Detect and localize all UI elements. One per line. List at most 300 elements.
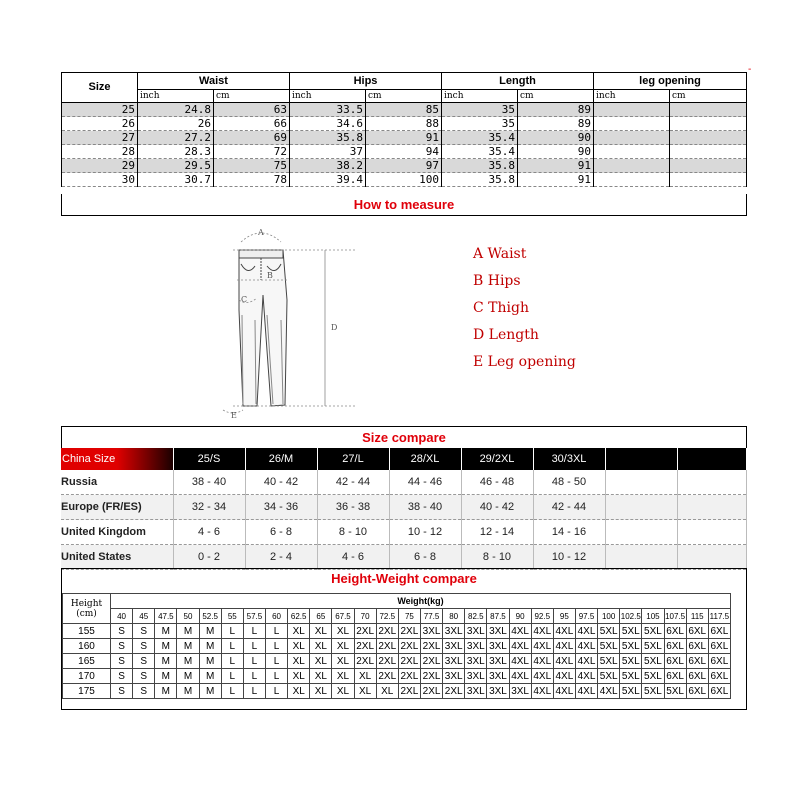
size-value-cell: L (265, 669, 287, 684)
measure-legend (473, 246, 576, 381)
weight-cell: 92.5 (531, 609, 553, 624)
measure-cell (594, 159, 670, 173)
measure-cell: 34.6 (290, 117, 366, 131)
compare-cell: 48 - 50 (533, 470, 605, 495)
size-value-cell: XL (310, 654, 332, 669)
weight-cell: 70 (354, 609, 376, 624)
size-value-cell: XL (376, 684, 398, 699)
measure-cell: 66 (214, 117, 290, 131)
size-value-cell: 6XL (686, 669, 708, 684)
unit-cm: cm (518, 90, 594, 103)
compare-cell: 38 - 40 (389, 495, 461, 520)
weight-cell: 107.5 (664, 609, 686, 624)
height-row (63, 684, 731, 699)
size-value-cell: 3XL (487, 654, 509, 669)
measure-cell: 85 (366, 103, 442, 117)
size-value-cell: 2XL (443, 684, 465, 699)
size-value-cell: M (155, 669, 177, 684)
measure-cell (670, 159, 747, 173)
compare-cell: 8 - 10 (317, 520, 389, 545)
china-size-cell: 29/2XL (461, 448, 533, 470)
weight-cell: 55 (221, 609, 243, 624)
weight-cell: 75 (398, 609, 420, 624)
compare-cell (605, 495, 677, 520)
size-value-cell: 4XL (531, 654, 553, 669)
compare-cell: 46 - 48 (461, 470, 533, 495)
compare-cell: 8 - 10 (461, 545, 533, 570)
size-value-cell: XL (288, 684, 310, 699)
country-label: Europe (FR/ES) (61, 495, 173, 520)
size-value-cell: 3XL (487, 669, 509, 684)
height-cell: 165 (63, 654, 111, 669)
size-value-cell: 3XL (420, 624, 442, 639)
compare-cell (677, 495, 746, 520)
height-cell: 160 (63, 639, 111, 654)
size-value-cell: 3XL (443, 669, 465, 684)
weight-cell: 87.5 (487, 609, 509, 624)
compare-cell (605, 545, 677, 570)
height-row (63, 654, 731, 669)
cm-label-text: (cm) (76, 608, 97, 619)
size-value-cell: 2XL (354, 654, 376, 669)
size-value-cell: 5XL (642, 684, 664, 699)
size-value-cell: S (111, 654, 133, 669)
size-row (62, 145, 747, 159)
compare-row (61, 520, 746, 545)
size-cell: 25 (62, 103, 138, 117)
compare-cell: 36 - 38 (317, 495, 389, 520)
size-value-cell: 5XL (598, 639, 620, 654)
size-value-cell: 6XL (686, 654, 708, 669)
measure-cell: 100 (366, 173, 442, 187)
measure-cell (594, 103, 670, 117)
weight-cell: 97.5 (575, 609, 597, 624)
height-cell: 155 (63, 624, 111, 639)
legend-hips: B Hips (473, 273, 521, 289)
compare-cell (605, 520, 677, 545)
size-value-cell: 4XL (553, 669, 575, 684)
size-value-cell: 5XL (642, 639, 664, 654)
size-value-cell: 4XL (509, 624, 531, 639)
size-value-cell: 3XL (465, 654, 487, 669)
compare-cell (605, 470, 677, 495)
compare-cell: 10 - 12 (389, 520, 461, 545)
size-value-cell: 4XL (509, 669, 531, 684)
weight-cell: 82.5 (465, 609, 487, 624)
measure-cell: 88 (366, 117, 442, 131)
weight-cell: 100 (598, 609, 620, 624)
compare-cell: 44 - 46 (389, 470, 461, 495)
weight-cell: 80 (443, 609, 465, 624)
size-value-cell: 5XL (642, 654, 664, 669)
size-value-cell: 2XL (354, 624, 376, 639)
size-value-cell: S (133, 654, 155, 669)
size-value-cell: S (133, 684, 155, 699)
compare-cell: 34 - 36 (245, 495, 317, 520)
size-value-cell: L (221, 624, 243, 639)
china-size-cell: 28/XL (389, 448, 461, 470)
size-value-cell: M (177, 639, 199, 654)
size-value-cell: 2XL (420, 684, 442, 699)
size-value-cell: L (243, 654, 265, 669)
measure-cell: 90 (518, 131, 594, 145)
size-value-cell: 5XL (620, 639, 642, 654)
size-value-cell: L (221, 639, 243, 654)
size-value-cell: M (199, 639, 221, 654)
compare-row (61, 545, 746, 570)
size-value-cell: M (155, 624, 177, 639)
size-value-cell: 5XL (620, 669, 642, 684)
weight-cell: 95 (553, 609, 575, 624)
measure-cell: 72 (214, 145, 290, 159)
size-value-cell: 4XL (531, 639, 553, 654)
size-value-cell: L (243, 684, 265, 699)
measure-cell: 94 (366, 145, 442, 159)
size-value-cell: 6XL (708, 624, 730, 639)
unit-inch: inch (138, 90, 214, 103)
size-value-cell: XL (354, 684, 376, 699)
weight-cell: 67.5 (332, 609, 354, 624)
size-value-cell: 6XL (708, 654, 730, 669)
weight-cell: 47.5 (155, 609, 177, 624)
measure-cell: 75 (214, 159, 290, 173)
measure-cell (594, 145, 670, 159)
size-value-cell: 4XL (553, 624, 575, 639)
measure-cell: 38.2 (290, 159, 366, 173)
weight-cell: 65 (310, 609, 332, 624)
measure-cell: 30.7 (138, 173, 214, 187)
china-size-cell (677, 448, 746, 470)
country-label: United Kingdom (61, 520, 173, 545)
size-compare-title: Size compare (61, 426, 747, 449)
letter-c: C (241, 295, 248, 304)
size-value-cell: 2XL (420, 639, 442, 654)
size-cell: 28 (62, 145, 138, 159)
height-weight-section (61, 568, 747, 710)
measure-cell: 26 (138, 117, 214, 131)
weight-cell: 105 (642, 609, 664, 624)
legend-thigh: C Thigh (473, 300, 529, 316)
weight-cell: 72.5 (376, 609, 398, 624)
compare-cell: 2 - 4 (245, 545, 317, 570)
compare-cell: 14 - 16 (533, 520, 605, 545)
measure-cell: 90 (518, 145, 594, 159)
size-value-cell: 5XL (642, 624, 664, 639)
size-value-cell: 2XL (376, 624, 398, 639)
compare-cell: 6 - 8 (389, 545, 461, 570)
country-label: United States (61, 545, 173, 570)
size-value-cell: L (265, 684, 287, 699)
size-value-cell: 6XL (664, 669, 686, 684)
measure-cell: 63 (214, 103, 290, 117)
size-value-cell: 4XL (553, 654, 575, 669)
size-value-cell: 2XL (420, 669, 442, 684)
size-value-cell: S (133, 639, 155, 654)
leg-opening-header: leg opening (594, 73, 747, 90)
weight-cell: 90 (509, 609, 531, 624)
size-value-cell: 2XL (398, 654, 420, 669)
size-value-cell: L (243, 624, 265, 639)
weight-cell: 62.5 (288, 609, 310, 624)
size-cell: 29 (62, 159, 138, 173)
height-row (63, 624, 731, 639)
height-label-text: Height (70, 598, 103, 609)
unit-inch: inch (290, 90, 366, 103)
measure-cell (670, 145, 747, 159)
size-value-cell: M (199, 654, 221, 669)
measure-cell (594, 173, 670, 187)
size-value-cell: 3XL (465, 624, 487, 639)
measure-cell: 35.8 (290, 131, 366, 145)
size-value-cell: 4XL (575, 654, 597, 669)
compare-cell: 32 - 34 (173, 495, 245, 520)
size-value-cell: 4XL (531, 624, 553, 639)
china-size-label: China Size (61, 448, 173, 470)
size-value-cell: 3XL (465, 684, 487, 699)
size-value-cell: L (265, 654, 287, 669)
size-value-cell: 4XL (575, 684, 597, 699)
weight-cell: 50 (177, 609, 199, 624)
unit-inch: inch (594, 90, 670, 103)
size-value-cell: 5XL (598, 669, 620, 684)
size-value-cell: 6XL (708, 639, 730, 654)
unit-inch: inch (442, 90, 518, 103)
weight-cell: 117.5 (708, 609, 730, 624)
size-value-cell: 3XL (465, 639, 487, 654)
legend-waist: A Waist (473, 246, 527, 262)
size-value-cell: S (111, 639, 133, 654)
letter-a: A (258, 228, 264, 237)
measure-cell: 91 (518, 159, 594, 173)
compare-cell: 10 - 12 (533, 545, 605, 570)
measure-cell: 91 (366, 131, 442, 145)
size-value-cell: 3XL (487, 624, 509, 639)
country-label: Russia (61, 470, 173, 495)
measure-cell (670, 131, 747, 145)
weight-values-row (63, 609, 731, 624)
compare-cell: 40 - 42 (461, 495, 533, 520)
size-value-cell: M (177, 624, 199, 639)
size-row (62, 173, 747, 187)
size-value-cell: 2XL (398, 684, 420, 699)
size-value-cell: XL (332, 684, 354, 699)
size-value-cell: M (199, 684, 221, 699)
jeans-measure-diagram (215, 220, 365, 420)
size-value-cell: L (265, 624, 287, 639)
measure-cell (670, 117, 747, 131)
waist-header: Waist (138, 73, 290, 90)
measure-cell: 37 (290, 145, 366, 159)
size-value-cell: XL (332, 624, 354, 639)
compare-row (61, 470, 746, 495)
size-value-cell: L (243, 669, 265, 684)
measure-cell: 28.3 (138, 145, 214, 159)
size-value-cell: S (111, 684, 133, 699)
size-value-cell: 6XL (686, 684, 708, 699)
size-value-cell: 5XL (598, 654, 620, 669)
size-value-cell: L (221, 669, 243, 684)
weight-cell: 115 (686, 609, 708, 624)
measure-cell: 35 (442, 117, 518, 131)
compare-row (61, 495, 746, 520)
weight-cell: 60 (265, 609, 287, 624)
measure-cell: 35.4 (442, 145, 518, 159)
size-value-cell: XL (310, 639, 332, 654)
measure-cell: 35 (442, 103, 518, 117)
height-cell: 175 (63, 684, 111, 699)
letter-b: B (267, 271, 273, 280)
height-label (63, 594, 111, 624)
size-value-cell: 4XL (575, 624, 597, 639)
size-value-cell: 3XL (509, 684, 531, 699)
size-value-cell: L (243, 639, 265, 654)
compare-cell: 38 - 40 (173, 470, 245, 495)
measure-cell: 24.8 (138, 103, 214, 117)
china-size-cell: 30/3XL (533, 448, 605, 470)
measure-cell: 35.8 (442, 159, 518, 173)
weight-cell: 40 (111, 609, 133, 624)
size-value-cell: L (221, 684, 243, 699)
size-value-cell: 5XL (664, 684, 686, 699)
compare-cell: 4 - 6 (173, 520, 245, 545)
size-value-cell: 2XL (376, 654, 398, 669)
letter-e: E (231, 411, 237, 420)
size-value-cell: 6XL (664, 654, 686, 669)
jeans-outline (239, 250, 287, 406)
size-table (61, 72, 747, 187)
compare-cell (677, 545, 746, 570)
size-value-cell: 3XL (443, 624, 465, 639)
china-size-cell: 26/M (245, 448, 317, 470)
measure-cell: 91 (518, 173, 594, 187)
unit-cm: cm (670, 90, 747, 103)
size-value-cell: S (111, 669, 133, 684)
size-value-cell: 3XL (443, 639, 465, 654)
compare-cell: 0 - 2 (173, 545, 245, 570)
size-value-cell: 2XL (354, 639, 376, 654)
size-value-cell: 2XL (398, 669, 420, 684)
compare-header-row (61, 448, 746, 470)
compare-cell (677, 520, 746, 545)
measure-cell (670, 103, 747, 117)
size-value-cell: 5XL (598, 624, 620, 639)
china-size-cell (605, 448, 677, 470)
size-value-cell: L (265, 639, 287, 654)
size-cell: 30 (62, 173, 138, 187)
compare-cell: 6 - 8 (245, 520, 317, 545)
legend-leg-opening: E Leg opening (473, 354, 576, 370)
size-cell: 27 (62, 131, 138, 145)
size-value-cell: 4XL (553, 639, 575, 654)
size-value-cell: 4XL (509, 654, 531, 669)
size-value-cell: 2XL (398, 639, 420, 654)
size-value-cell: 6XL (686, 624, 708, 639)
size-value-cell: M (199, 669, 221, 684)
weight-title: Weight(kg) (111, 594, 731, 609)
size-cell: 26 (62, 117, 138, 131)
size-row (62, 117, 747, 131)
size-value-cell: 4XL (553, 684, 575, 699)
measure-cell: 35.8 (442, 173, 518, 187)
compare-cell: 40 - 42 (245, 470, 317, 495)
measure-cell: 69 (214, 131, 290, 145)
size-value-cell: 2XL (420, 654, 442, 669)
measure-cell: 78 (214, 173, 290, 187)
measure-cell: 33.5 (290, 103, 366, 117)
size-value-cell: 3XL (443, 654, 465, 669)
compare-cell: 42 - 44 (533, 495, 605, 520)
size-value-cell: M (155, 684, 177, 699)
measure-cell: 35.4 (442, 131, 518, 145)
compare-cell: 4 - 6 (317, 545, 389, 570)
size-value-cell: M (155, 654, 177, 669)
weight-cell: 45 (133, 609, 155, 624)
size-value-cell: 4XL (531, 669, 553, 684)
size-value-cell: 3XL (487, 684, 509, 699)
weight-cell: 102.5 (620, 609, 642, 624)
height-cell: 170 (63, 669, 111, 684)
size-value-cell: 3XL (465, 669, 487, 684)
size-value-cell: 3XL (487, 639, 509, 654)
size-value-cell: XL (310, 669, 332, 684)
size-value-cell: 6XL (664, 639, 686, 654)
size-value-cell: L (221, 654, 243, 669)
china-size-cell: 25/S (173, 448, 245, 470)
weight-cell: 52.5 (199, 609, 221, 624)
legend-length: D Length (473, 327, 539, 343)
measure-cell: 89 (518, 103, 594, 117)
measure-cell: 39.4 (290, 173, 366, 187)
size-row (62, 103, 747, 117)
size-value-cell: M (155, 639, 177, 654)
size-value-cell: XL (310, 684, 332, 699)
how-to-measure-title: How to measure (61, 194, 747, 216)
measure-cell (594, 131, 670, 145)
measure-cell: 97 (366, 159, 442, 173)
size-value-cell: M (177, 669, 199, 684)
size-value-cell: 6XL (708, 684, 730, 699)
measure-cell: 89 (518, 117, 594, 131)
measure-cell (594, 117, 670, 131)
size-value-cell: XL (332, 669, 354, 684)
size-value-cell: 5XL (620, 624, 642, 639)
size-value-cell: XL (332, 639, 354, 654)
size-value-cell: 4XL (598, 684, 620, 699)
measure-cell: 29.5 (138, 159, 214, 173)
size-value-cell: XL (332, 654, 354, 669)
size-value-cell: 4XL (531, 684, 553, 699)
size-value-cell: 5XL (620, 684, 642, 699)
unit-cm: cm (366, 90, 442, 103)
size-value-cell: 6XL (664, 624, 686, 639)
size-value-cell: XL (288, 639, 310, 654)
size-value-cell: 2XL (398, 624, 420, 639)
size-value-cell: 4XL (509, 639, 531, 654)
compare-cell (677, 470, 746, 495)
hips-header: Hips (290, 73, 442, 90)
size-value-cell: M (199, 624, 221, 639)
corner-mark: - (748, 64, 752, 75)
size-value-cell: M (177, 684, 199, 699)
size-value-cell: M (177, 654, 199, 669)
length-header: Length (442, 73, 594, 90)
hw-title-row (63, 594, 731, 609)
size-value-cell: S (133, 669, 155, 684)
size-value-cell: 6XL (686, 639, 708, 654)
size-value-cell: 5XL (642, 669, 664, 684)
size-value-cell: XL (288, 654, 310, 669)
size-compare-table (61, 448, 747, 570)
